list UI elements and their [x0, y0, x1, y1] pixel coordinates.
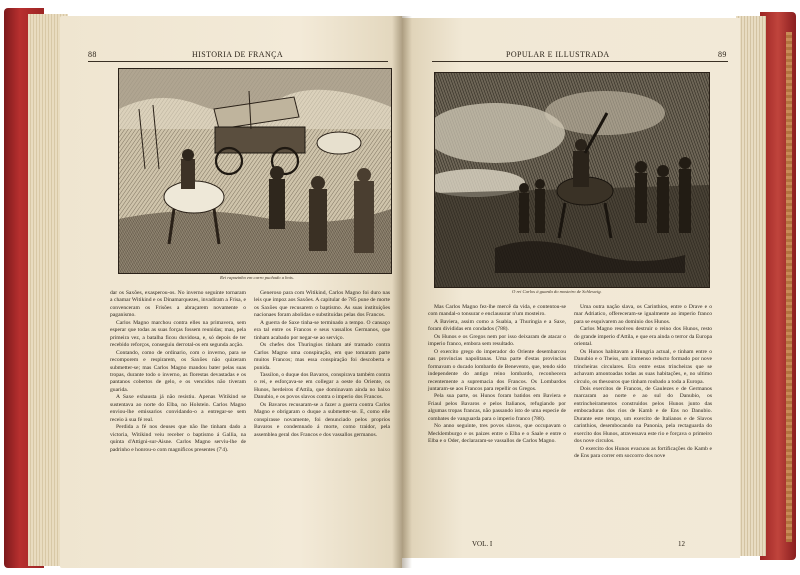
paragraph: Tassilon, o duque dos Bavaros, conspirava também contra o rei, e esforçava-se em collegar a oeste do Oriente, os Hunos, herdeiros d'Attila, que dominavam ainda no baixo Danubio, e os povos slavos contra o imperio dos Francos. [254, 371, 390, 401]
paragraph: Contando, como de ordinario, com o inverno, para se recomporem e respirarem, os Saxões não quizeram submetter-se; mas Carlos Magno mandou bater pelas suas tropas, durante todo o inverno, as florestas devastadas e os pantanos cobertos de gelo, e os vencidos não tiveram guarida. [110, 349, 246, 393]
paragraph: Carlos Magno resolveu destruir o reino dos Hunos, resto do grande imperio d'Attila, e que era ainda o terror da Europa oriental. [574, 326, 712, 348]
volume-signature: VOL. I [472, 540, 493, 548]
paragraph: O exercito grego do imperador do Oriente desembarcou nas provincias napolitanas. Uma parte d'estas provincias formavam o ducado lombardo de Benevento, que, tendo sido independente do antigo reino lombardo, reconhecera recentemente a supremacia dos Francos. Os Lombardos juntaram-se aos Francos para repellir os Gregos. [428, 348, 566, 392]
signature-number: 12 [678, 540, 685, 548]
right-page [402, 18, 740, 558]
paragraph: O exercito dos Hunos evacuou as fortificações do Kamb e de Ens para correr em soccorro dos nove [574, 445, 712, 460]
right-running-title: POPULAR E ILLUSTRADA [506, 50, 610, 59]
right-column-1 [428, 304, 566, 446]
left-column-1 [110, 290, 246, 454]
paragraph: Os chefes dos Thuringios tinham até tramado contra Carlos Magno uma conspiração, em que tomaram parte muitos Francos; mas essa conspiração foi descoberta e punida. [254, 342, 390, 371]
left-column-2 [254, 290, 390, 439]
paragraph: Os Bavaros recusaram-se a fazer a guerra contra Carlos Magno e obrigaram o duque a submetter-se. E, como elle conspirasse novamente, foi denunciado pelos proprios Bavaros e condemnado á morte, como traidor, pela assemblea geral dos Francos e dos vassallos germanos. [254, 401, 390, 438]
right-header-rule [432, 61, 728, 62]
paragraph: dar os Saxões, exasperou-os. No inverno seguinte tornaram a chamar Witikind e os Dinamarquezes, invadiram a Frisa, e convenceram os Frisões a abraçarem novamente o paganismo. [110, 290, 246, 319]
left-page-number: 88 [88, 50, 97, 59]
paragraph: A Baviera, assim como a Suabia, a Thuringia e a Saxe, foram divididas em condados (788). [428, 318, 566, 333]
right-column-2 [574, 304, 712, 461]
paragraph: A Saxe exhausta já não resistiu. Apenas Witikind se sustentava ao norte do Elba, no Holstein. Carlos Magno enviou-lhe emissarios convidando-o a entregar-se sem receio à sua fé real. [110, 394, 246, 423]
paragraph: Mas Carlos Magno fez-lhe mercê da vida, e contentou-se com mandal-o tonsurar e enclausurar n'um mosteiro. [428, 304, 566, 318]
book-gutter [392, 16, 412, 568]
paragraph: Dois exercitos de Francos, de Gaulezes e de Germanos marcaram ao norte e ao sul do Danubio, os entrincheiramentos construidos pelos Hunos junto das embocaduras dos rios de Kamb e de Ens no Danubio. Durante este tempo, um exercito de Italianos e de Slavos carinthios, desembocando na Panonia, pela rectaguarda do exercito dos Hunos, atravessava este rio e forçava o primeiro dos nove circulos. [574, 385, 712, 445]
left-page [60, 16, 402, 568]
left-illustration-caption: Rei rapazinho em carro puchado a bois. [220, 275, 294, 280]
right-illustration [434, 72, 710, 288]
right-illustration-caption: O rei Carlos á guarda do mosteiro de Schleswig. [512, 289, 602, 294]
paragraph: Generoso para com Witikind, Carlos Magno foi duro nas leis que impoz aos Saxões. A capitular de 785 pune de morte os Saxões que recusarem o baptismo. As suas instituições nacionaes foram abolidas e substituidas pelas dos Francos. [254, 290, 390, 319]
paragraph: Pela sua parte, os Hunos foram batidos em Baviera e Friaul pelos Bavaros e pelos Italianos, refugiando por algumas tropas francas, não passando isto de uma especie de combates de vanguarda para o imperio franco (788). [428, 393, 566, 422]
left-illustration [118, 68, 392, 274]
paragraph: Perdida a fé nos deuses que não lhe tinham dado a victoria, Witikind veiu receber o baptismo á Gallia, na quinta d'Attigni-sur-Aisne. Carlos Magno serviu-lhe de padrinho e honrou-o com magnificos presentes (7'4). [110, 424, 246, 453]
paragraph: Os Hunos e os Gregos nem por isso deixaram de atacar o imperio franco, embora sem resultado. [428, 333, 566, 348]
left-running-title: HISTORIA DE FRANÇA [192, 50, 284, 59]
left-header-rule [88, 61, 388, 62]
paragraph: Os Hunos habitavam a Hungria actual, e tinham entre o Danubio e o Theiss, um immenso reducto formado por nove trincheiras circulares. Era entre estas trincheiras que se achavam amontoadas todas as suas habitações, e, no ultimo circulo, os thesouros que tinham roubado a toda a Europa. [574, 348, 712, 385]
right-page-number: 89 [718, 50, 727, 59]
page-edges-right [736, 16, 766, 556]
paragraph: A guerra de Saxe tinha-se terminado a tempo. O cansaço era tal entre os Francos e seus vassallos Germanos, que tinham acabado por negar-se ao serviço. [254, 319, 390, 341]
paragraph: No anno seguinte, tres povos slavos, que occupavam o Mecklemburgo e os paizes entre o Elba e o Saale e entre o Elba e o Oder, declararam-se vassallos de Carlos Magno. [428, 423, 566, 445]
paragraph: Carlos Magno marchou contra elles na primavera, sem esperar que todas as suas forças fossem reunidas; mas, pela primeira vez, a batalha ficou duvidosa, e, só depois de ter recebido reforços, conseguiu derrotal-os em segunda acção. [110, 319, 246, 349]
paragraph: Uma outra nação slava, os Carinthios, entre o Drave e o mar Adriatico, offereceram-se igualmente ao imperio franco para se esquivarem ao dominio dos Hunos. [574, 304, 712, 325]
